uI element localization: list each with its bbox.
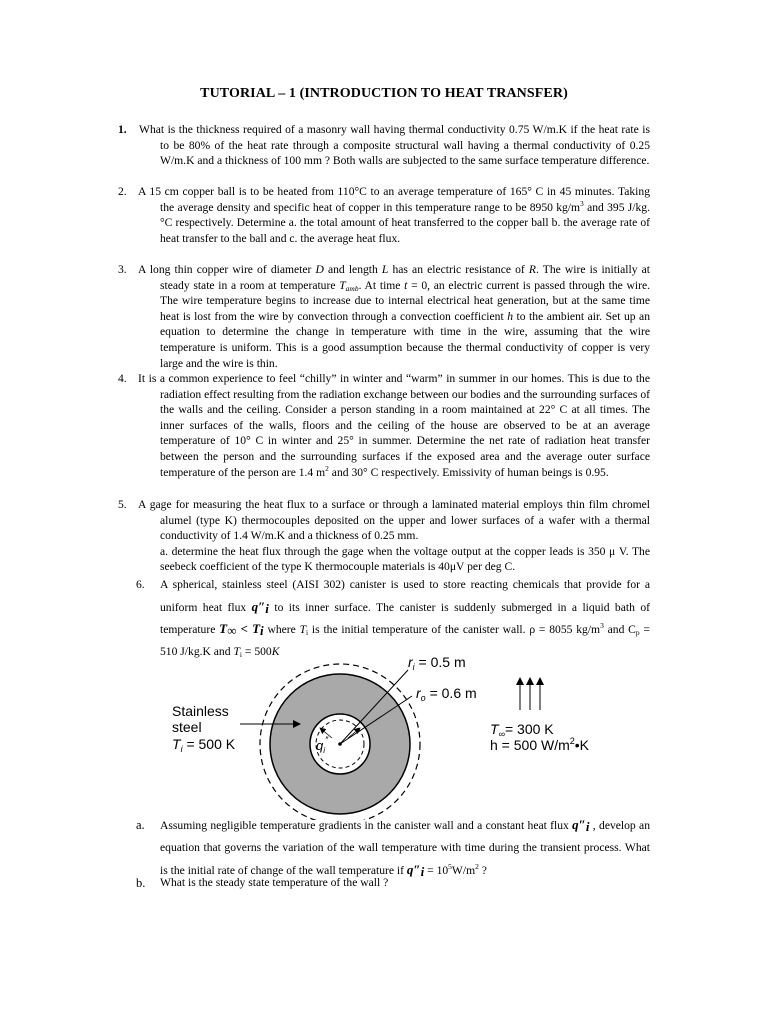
part-b (136, 872, 650, 894)
question-5-part-a: a. determine the heat flux through the gage when the voltage output at the copper leads is 350 μ V. The seebeck coefficient of the type K thermocouple materials is 40μV per deg C. (160, 544, 650, 574)
part-b-text: What is the steady state temperature of the wall ? (160, 876, 389, 889)
question-5 (118, 497, 650, 575)
question-text: A 15 cm copper ball is to be heated from 110°C to an average temperature of 165° C in 45 minutes. Taking the average density and specific heat of copper in this temperature range to be 8950 $kg/m^3$ and 395 J/kg.°C respectively. Determine a. the total amount of heat transferred to the copper ball b. the average rate of heat transfer to the ball and c. the average heat flux. (138, 185, 650, 245)
question-1 (118, 122, 650, 169)
question-number: 1. (118, 123, 127, 136)
h-label: h = 500 $W/m^2•K$ (490, 736, 590, 753)
part-a-text: Assuming negligible temperature gradients in the canister wall and a constant heat flux $q''_i$ , develop an equation that governs the variation of the wall temperature with time during the transient process. What is the initial rate of change of the wall temperature if $q''_i = 10^5W/m^2$ ? (160, 817, 650, 879)
question-text: A spherical, stainless steel (AISI 302) canister is used to store reacting chemicals that provide for a uniform heat flux $q''_i$ to its inner surface. The canister is suddenly submerged in a liquid bath of temperature $T_\infty < T_i$ where $T_i$ is the initial temperature of the canister wall. ρ = 8055 $kg/m^3$ and $C_p = 510$ J/kg.K and $T_i = 500K$ (160, 578, 650, 659)
question-6 (136, 574, 650, 662)
question-number: 2. (118, 185, 127, 198)
part-label: a. (136, 818, 145, 832)
tinf-label: $T_\infty= 300$ K (490, 721, 554, 739)
page-title: TUTORIAL – 1 (INTRODUCTION TO HEAT TRANSFER) (200, 86, 568, 101)
question-3 (118, 262, 650, 371)
ti-label: $T_i = 500$ K (172, 736, 236, 754)
steel-label-line2: steel (172, 719, 202, 735)
question-text: A gage for measuring the heat flux to a surface or through a laminated material employs thin film chromel alumel (type K) thermocouples deposited on the upper and lower surfaces of a wafer with a thermal conductivity of 1.4 W/m.K and a thickness of 0.25 mm. (138, 498, 650, 543)
question-number: 4. (118, 372, 127, 385)
canister-figure (150, 650, 630, 820)
ro-label: $r_o = 0.6$ m (416, 685, 477, 703)
qi-label: $q_i''$ (316, 735, 329, 755)
steel-label: Stainless (172, 703, 229, 719)
question-text: It is a common experience to feel “chilly” in winter and “warm” in summer in our homes. This is due to the radiation effect resulting from the radiation exchange between our bodies and the surrounding surfaces of the walls and the ceiling. Consider a person standing in a room maintained at 22° C at all times. The inner surfaces of the walls, floors and the ceiling of the house are observed to be at an average temperature of 10° C in winter and 25° in summer. Determine the net rate of radiation heat transfer between the person and the surrounding surfaces if the exposed area and the average outer surface temperature of the person are 1.4 $m^2$ and 30° C respectively. Emissivity of human beings is 0.95. (138, 372, 650, 479)
question-text: A long thin copper wire of diameter D and length L has an electric resistance of R. The wire is initially at steady state in a room at temperature $T_{amb}$. At time t = 0, an electric current is passed through the wire. The wire temperature begins to increase due to internal electrical heat generation, but at the same time heat is lost from the wire by convection through a convection coefficient h to the ambient air. Set up an equation to determine the change in temperature with time in the wire, assuming that the wire temperature is uniform. This is a good assumption because the thermal conductivity of copper is very large and the wire is thin. (138, 263, 650, 370)
question-number: 6. (136, 578, 145, 591)
part-label: b. (136, 876, 146, 890)
ri-label: $r_i = 0.5$ m (408, 654, 466, 672)
question-text: What is the thickness required of a masonry wall having thermal conductivity 0.75 W/m.K if the heat rate is to be 80% of the heat rate through a composite structural wall having a thermal conductivity of 0.25 W/m.K and a thickness of 100 mm ? Both walls are subjected to the same surface temperature difference. (139, 123, 650, 168)
question-4 (118, 371, 650, 480)
question-number: 3. (118, 263, 127, 276)
question-number: 5. (118, 498, 127, 511)
question-2 (118, 184, 650, 246)
